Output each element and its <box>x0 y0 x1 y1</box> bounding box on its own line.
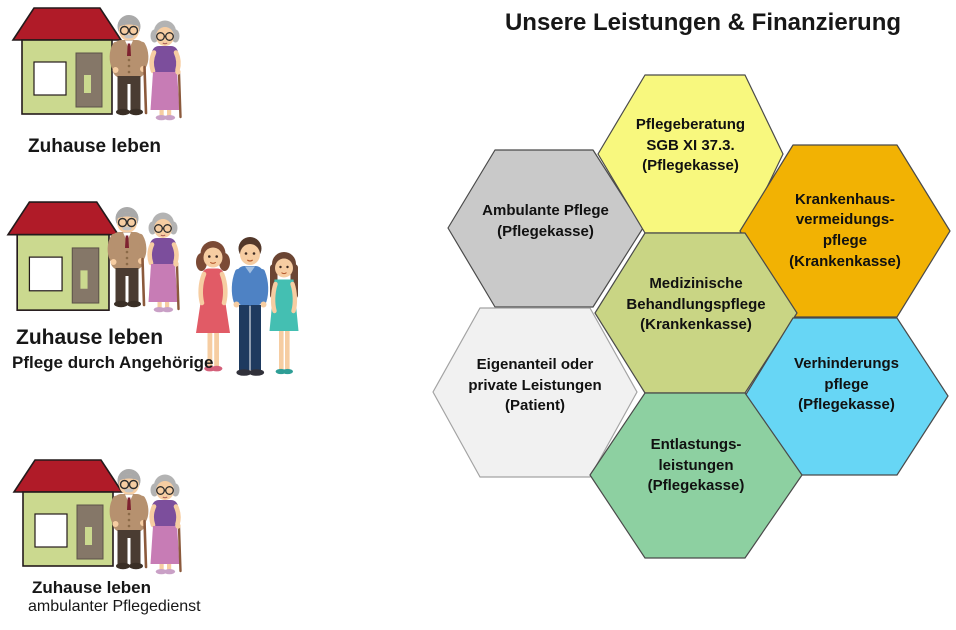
house-icon <box>13 8 121 114</box>
hex-pflegeberatung-label: Pflegeberatung SGB XI 37.3. (Pflegekasse) <box>635 115 746 175</box>
house-icon <box>8 202 118 310</box>
hex-medizinische-behandlungspflege-label: Medizinische Behandlungspflege (Krankenkasse) <box>626 274 766 334</box>
house-icon <box>14 460 122 566</box>
hex-krankenhausvermeidungspflege-label: Krankenhaus- vermeidungs- pflege (Krankenkasse) <box>789 190 901 270</box>
elderly-woman-icon <box>151 475 181 575</box>
hex-ambulante-pflege-label: Ambulante Pflege (Pflegekasse) <box>482 202 609 240</box>
elderly-woman-icon <box>151 21 181 121</box>
page-title: Unsere Leistungen & Finanzierung <box>504 9 902 36</box>
hex-eigenanteil-label: Eigenanteil oder private Leistungen (Patient) <box>468 355 602 415</box>
hex-entlastungsleistungen-label: Entlastungs- leistungen (Pflegekasse) <box>647 435 745 495</box>
honeycomb <box>433 75 950 558</box>
adult-son-icon <box>234 237 267 376</box>
scene-2-subcaption: Pflege durch Angehörige <box>12 353 214 372</box>
scene-3-illustration <box>14 460 181 574</box>
young-woman-icon <box>270 252 299 374</box>
adult-daughter-icon <box>196 241 230 371</box>
elderly-woman-icon <box>149 213 179 313</box>
scene-1-illustration <box>13 8 181 120</box>
scene-2-caption: Zuhause leben <box>16 326 164 349</box>
elderly-man-icon <box>113 15 147 115</box>
scene-3-subcaption: ambulanter Pflegedienst <box>28 598 201 615</box>
scene-1-caption: Zuhause leben <box>28 136 162 157</box>
hex-verhinderungspflege-label: Verhinderungs pflege (Pflegekasse) <box>793 354 900 414</box>
elderly-man-icon <box>111 207 145 307</box>
scene-3-caption: Zuhause leben <box>32 578 152 597</box>
